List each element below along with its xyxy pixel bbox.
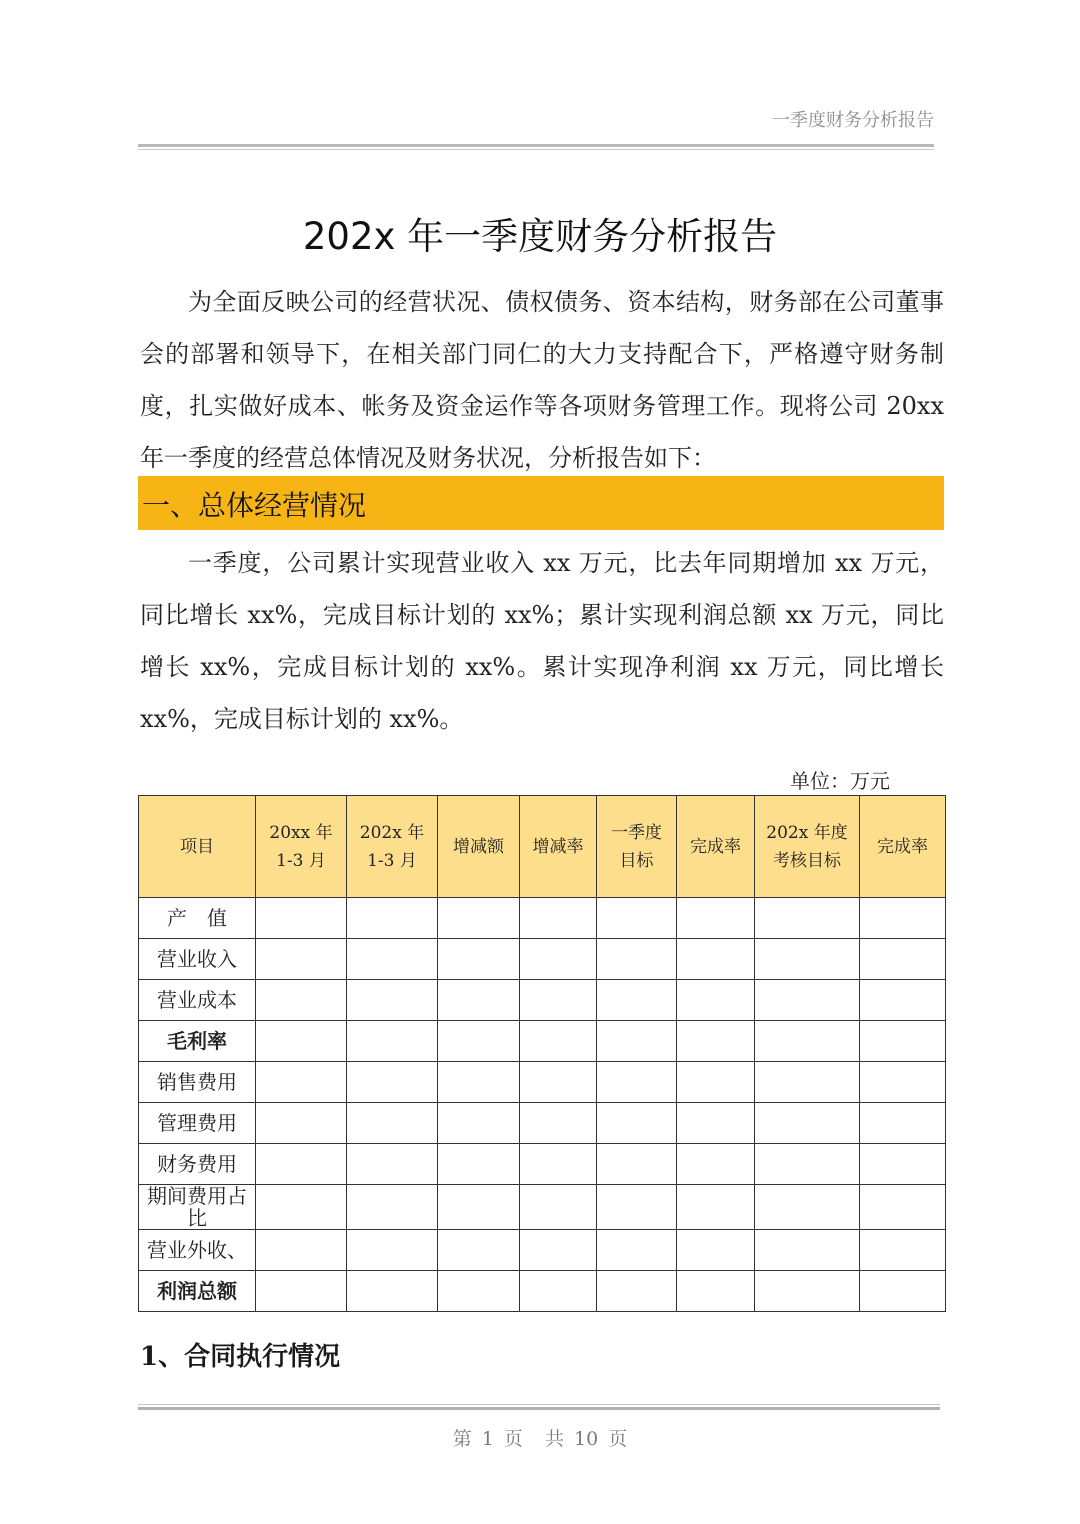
- row-label: 产 值: [139, 898, 256, 939]
- table-body: [139, 898, 946, 1312]
- table-cell: [860, 1062, 946, 1103]
- table-cell: [347, 1103, 438, 1144]
- row-label: 营业外收、: [139, 1230, 256, 1271]
- page-number: 1: [481, 1428, 494, 1450]
- table-cell: [256, 1271, 347, 1312]
- column-header: 一季度 目标: [597, 796, 677, 898]
- row-label: 利润总额: [139, 1271, 256, 1312]
- table-cell: [597, 1144, 677, 1185]
- total-suffix: 页: [608, 1428, 628, 1450]
- column-header: 202x 年 1-3 月: [347, 796, 438, 898]
- table-cell: [597, 1021, 677, 1062]
- row-label: 财务费用: [139, 1144, 256, 1185]
- table-cell: [677, 980, 755, 1021]
- table-cell: [860, 1271, 946, 1312]
- table-cell: [520, 939, 597, 980]
- column-header: 20xx 年 1-3 月: [256, 796, 347, 898]
- table-cell: [597, 939, 677, 980]
- column-header: 项目: [139, 796, 256, 898]
- column-header: 完成率: [677, 796, 755, 898]
- header-rule: [138, 144, 934, 150]
- table-cell: [677, 1103, 755, 1144]
- table-cell: [597, 1271, 677, 1312]
- table-cell: [520, 980, 597, 1021]
- column-header: 增减率: [520, 796, 597, 898]
- table-cell: [256, 898, 347, 939]
- table-cell: [438, 1230, 520, 1271]
- table-row: [139, 1185, 946, 1230]
- table-cell: [755, 1185, 860, 1230]
- table-cell: [860, 980, 946, 1021]
- table-cell: [597, 980, 677, 1021]
- table-cell: [755, 1144, 860, 1185]
- table-cell: [520, 1021, 597, 1062]
- table-row: [139, 1021, 946, 1062]
- table-header-row: [139, 796, 946, 898]
- table-cell: [860, 1144, 946, 1185]
- table-cell: [347, 1021, 438, 1062]
- table-cell: [677, 1230, 755, 1271]
- table-cell: [755, 898, 860, 939]
- table-cell: [256, 1062, 347, 1103]
- total-prefix: 共: [544, 1428, 564, 1450]
- table-cell: [520, 1144, 597, 1185]
- table-cell: [347, 980, 438, 1021]
- table-cell: [438, 1062, 520, 1103]
- row-label: 管理费用: [139, 1103, 256, 1144]
- table-cell: [438, 1144, 520, 1185]
- table-cell: [860, 1230, 946, 1271]
- column-header: 完成率: [860, 796, 946, 898]
- table-cell: [597, 1230, 677, 1271]
- row-label: 营业成本: [139, 980, 256, 1021]
- row-label: 毛利率: [139, 1021, 256, 1062]
- table-cell: [597, 1103, 677, 1144]
- table-cell: [860, 1021, 946, 1062]
- table-row: [139, 898, 946, 939]
- page-footer: [0, 1424, 1080, 1451]
- summary-paragraph: 一季度，公司累计实现营业收入 xx 万元，比去年同期增加 xx 万元，同比增长 xx%，完成目标计划的 xx%；累计实现利润总额 xx 万元，同比增长 xx%，完成目标计划的 xx%。累计实现净利润 xx 万元，同比增长 xx%，完成目标计划的 xx%。: [140, 549, 944, 733]
- row-label: 营业收入: [139, 939, 256, 980]
- table-cell: [347, 1271, 438, 1312]
- running-header: 一季度财务分析报告: [772, 110, 934, 131]
- subsection-heading: 1、合同执行情况: [140, 1342, 341, 1372]
- table-cell: [755, 1062, 860, 1103]
- row-label: 期间费用占比: [139, 1185, 256, 1230]
- table-cell: [256, 1185, 347, 1230]
- table-cell: [597, 898, 677, 939]
- table-cell: [520, 1185, 597, 1230]
- table-cell: [438, 898, 520, 939]
- table-row: [139, 939, 946, 980]
- table-cell: [520, 898, 597, 939]
- table-cell: [860, 939, 946, 980]
- table-cell: [520, 1103, 597, 1144]
- table-cell: [755, 939, 860, 980]
- table-cell: [347, 1185, 438, 1230]
- page-prefix: 第: [452, 1428, 472, 1450]
- table-cell: [520, 1230, 597, 1271]
- table-cell: [677, 1144, 755, 1185]
- document-title: 202x 年一季度财务分析报告: [302, 215, 778, 258]
- total-pages: 10: [574, 1428, 599, 1450]
- table-row: [139, 1103, 946, 1144]
- table-row: [139, 1062, 946, 1103]
- table-cell: [860, 1103, 946, 1144]
- table-cell: [438, 980, 520, 1021]
- table-cell: [438, 1185, 520, 1230]
- footer-rule: [138, 1404, 940, 1410]
- table-cell: [256, 1103, 347, 1144]
- table-cell: [860, 898, 946, 939]
- section-heading: 一、总体经营情况: [142, 489, 367, 522]
- table-cell: [677, 1271, 755, 1312]
- table-cell: [438, 1103, 520, 1144]
- table-cell: [347, 898, 438, 939]
- table-cell: [256, 939, 347, 980]
- table-row: [139, 1271, 946, 1312]
- financial-table: [138, 795, 946, 1312]
- table-cell: [755, 1103, 860, 1144]
- table-cell: [597, 1185, 677, 1230]
- table-cell: [677, 1062, 755, 1103]
- table-row: [139, 1144, 946, 1185]
- table-cell: [520, 1271, 597, 1312]
- table-cell: [755, 1230, 860, 1271]
- table-cell: [677, 898, 755, 939]
- intro-paragraph: 为全面反映公司的经营状况、债权债务、资本结构，财务部在公司董事会的部署和领导下，在相关部门同仁的大力支持配合下，严格遵守财务制度，扎实做好成本、帐务及资金运作等各项财务管理工作。现将公司 20xx 年一季度的经营总体情况及财务状况，分析报告如下：: [140, 288, 944, 472]
- table-cell: [755, 1021, 860, 1062]
- table-cell: [677, 1021, 755, 1062]
- table-cell: [597, 1062, 677, 1103]
- column-header: 202x 年度 考核目标: [755, 796, 860, 898]
- table-cell: [755, 1271, 860, 1312]
- table-cell: [438, 1021, 520, 1062]
- table-cell: [860, 1185, 946, 1230]
- table-cell: [347, 1062, 438, 1103]
- table-cell: [347, 1230, 438, 1271]
- table-row: [139, 1230, 946, 1271]
- table-cell: [347, 939, 438, 980]
- table-cell: [256, 1144, 347, 1185]
- table-cell: [677, 939, 755, 980]
- table-cell: [755, 980, 860, 1021]
- table-cell: [256, 980, 347, 1021]
- row-label: 销售费用: [139, 1062, 256, 1103]
- table-cell: [256, 1230, 347, 1271]
- table-cell: [677, 1185, 755, 1230]
- section-heading-bar: [138, 476, 944, 530]
- table-cell: [438, 939, 520, 980]
- table-cell: [256, 1021, 347, 1062]
- unit-label: 单位：万元: [790, 769, 890, 793]
- page-suffix: 页: [503, 1428, 523, 1450]
- table-cell: [347, 1144, 438, 1185]
- table-cell: [438, 1271, 520, 1312]
- column-header: 增减额: [438, 796, 520, 898]
- table-cell: [520, 1062, 597, 1103]
- table-row: [139, 980, 946, 1021]
